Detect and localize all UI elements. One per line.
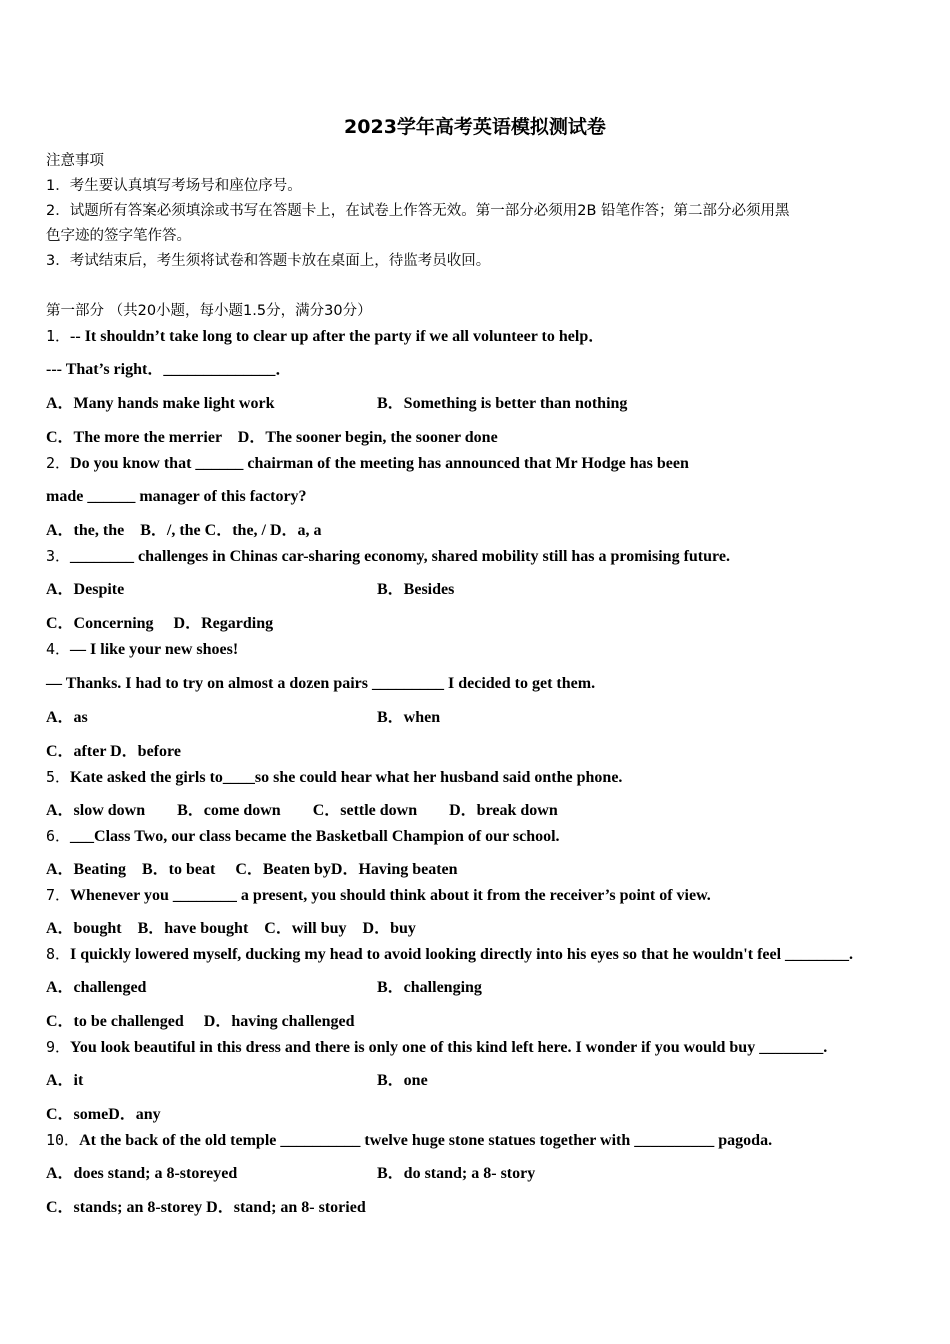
question-stem-continued: made ______ manager of this factory? — [46, 488, 307, 505]
question-8 — [46, 944, 853, 965]
question-number: 10． — [46, 1131, 80, 1149]
question-number: 5． — [46, 768, 71, 786]
option-b: B．one — [377, 1072, 428, 1089]
question-stem-continued: — Thanks. I had to try on almost a dozen pairs _________ I decided to get them. — [46, 675, 596, 692]
option-b: B．when — [377, 709, 441, 726]
option-b: B．Besides — [377, 581, 455, 598]
question-9 — [46, 1037, 827, 1058]
question-stem: ________ challenges in Chinas car-sharing economy, shared mobility still has a promising future. — [70, 548, 730, 565]
option-cd: C．The more the merrier D．The sooner begin, the sooner done — [46, 429, 498, 446]
question-stem: ___Class Two, our class became the Basketball Champion of our school. — [70, 828, 560, 845]
option-a: A．Many hands make light work — [46, 395, 275, 412]
option-cd: C．stands; an 8-storey D．stand; an 8- storied — [46, 1199, 366, 1216]
option-cd: C．someD．any — [46, 1106, 161, 1123]
notice-item: 色字迹的签字笔作答。 — [46, 228, 191, 244]
option-abcd: A．slow down B．come down C．settle down D．break down — [46, 802, 558, 819]
option-abcd: A．bought B．have bought C．will buy D．buy — [46, 920, 416, 937]
option-a: A．challenged — [46, 979, 147, 996]
question-number: 9． — [46, 1038, 71, 1056]
question-3 — [46, 546, 730, 567]
option-abcd: A．Beating B．to beat C．Beaten byD．Having beaten — [46, 861, 458, 878]
question-stem: You look beautiful in this dress and there is only one of this kind left here. I wonder if you would buy ________. — [70, 1039, 828, 1056]
question-stem: — I like your new shoes! — [70, 641, 239, 658]
question-1 — [46, 326, 604, 347]
question-2 — [46, 453, 689, 474]
question-number: 1． — [46, 327, 71, 345]
option-a: A．as — [46, 709, 88, 726]
option-a: A．it — [46, 1072, 84, 1089]
question-stem: I quickly lowered myself, ducking my head to avoid looking directly into his eyes so that he wouldn't feel ________. — [70, 946, 854, 963]
question-5 — [46, 767, 622, 788]
option-cd: C．after D．before — [46, 743, 181, 760]
question-stem: At the back of the old temple __________ twelve huge stone statues together with __________ pagoda. — [79, 1132, 773, 1149]
option-row — [46, 394, 274, 414]
question-stem: Kate asked the girls to____so she could hear what her husband said onthe phone. — [70, 769, 623, 786]
section-heading: 第一部分 （共20小题，每小题1.5分，满分30分） — [46, 303, 372, 319]
option-abcd: A．the, the B．/, the C．the, / D．a, a — [46, 522, 322, 539]
question-stem: Do you know that ______ chairman of the meeting has announced that Mr Hodge has been — [70, 455, 689, 472]
question-number: 8． — [46, 945, 71, 963]
option-b: B．challenging — [377, 979, 482, 996]
option-cd: C．to be challenged D．having challenged — [46, 1013, 355, 1030]
question-number: 7． — [46, 886, 71, 904]
option-b: B．Something is better than nothing — [377, 395, 628, 412]
question-number: 6． — [46, 827, 71, 845]
question-number: 2． — [46, 454, 71, 472]
question-number: 4． — [46, 640, 71, 658]
question-7 — [46, 885, 711, 906]
question-6 — [46, 826, 560, 847]
question-number: 3． — [46, 547, 71, 565]
question-4 — [46, 639, 238, 660]
notice-heading: 注意事项 — [46, 153, 104, 169]
option-a: A．Despite — [46, 581, 125, 598]
question-stem-continued: --- That’s right．______________． — [46, 361, 292, 378]
question-stem: Whenever you ________ a present, you should think about it from the receiver’s point of view. — [70, 887, 711, 904]
option-cd: C．Concerning D．Regarding — [46, 615, 274, 632]
option-a: A．does stand; a 8-storeyed — [46, 1165, 238, 1182]
notice-item: 2．试题所有答案必须填涂或书写在答题卡上，在试卷上作答无效。第一部分必须用2B 铅笔作答；第二部分必须用黑 — [46, 203, 790, 219]
question-10 — [46, 1130, 772, 1151]
option-b: B．do stand; a 8- story — [377, 1165, 536, 1182]
page-title: 2023学年高考英语模拟测试卷 — [344, 116, 606, 138]
notice-item: 3．考试结束后，考生须将试卷和答题卡放在桌面上，待监考员收回。 — [46, 253, 491, 269]
question-stem: -- It shouldn’t take long to clear up after the party if we all volunteer to help． — [70, 328, 605, 345]
notice-item: 1．考生要认真填写考场号和座位序号。 — [46, 178, 302, 194]
